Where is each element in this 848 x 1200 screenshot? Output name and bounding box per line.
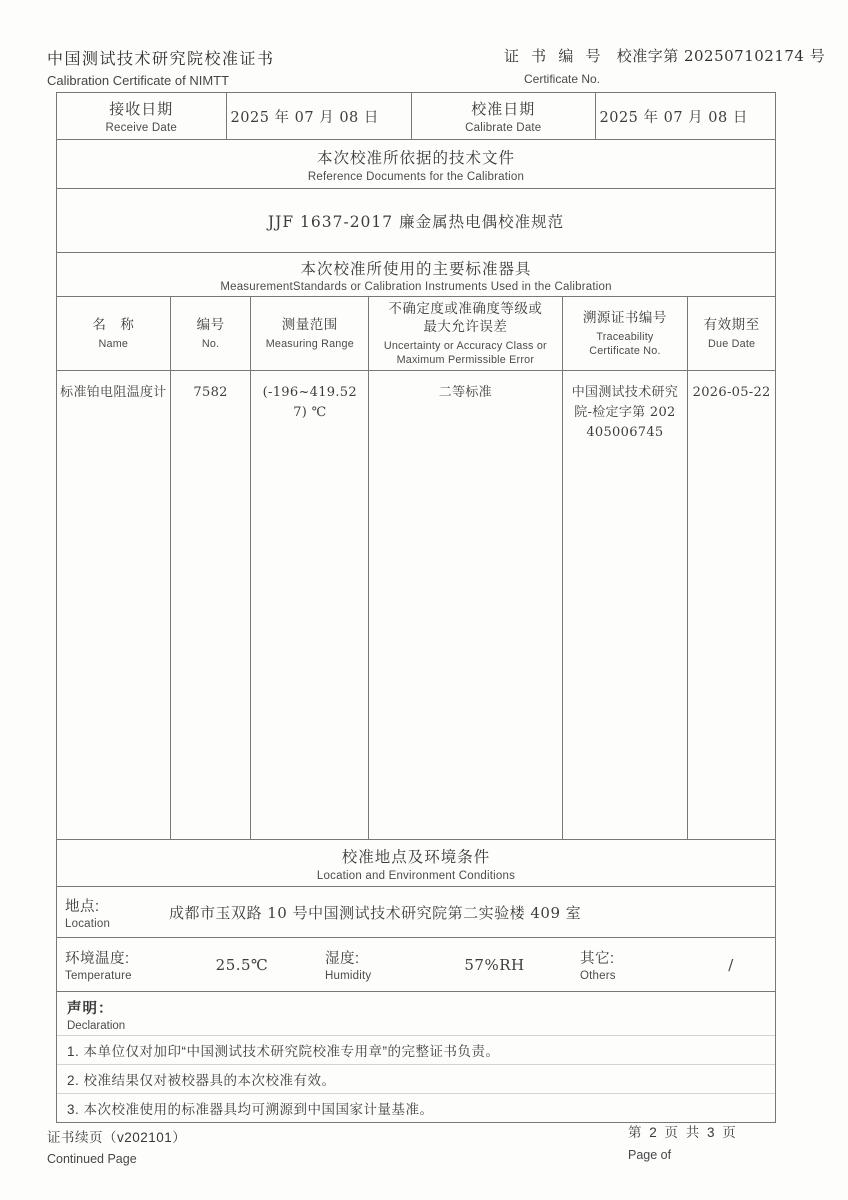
standard-traceability-cell (562, 371, 688, 839)
standard-no: 7582 (193, 385, 228, 400)
temperature-label (57, 947, 167, 982)
location-section-title-en: Location and Environment Conditions (316, 869, 516, 882)
humidity-label (317, 947, 417, 982)
reference-section-title-en: Reference Documents for the Calibration (307, 170, 525, 183)
environment-row (56, 937, 776, 992)
column-header-traceability-en: Traceability Certificate No. (589, 330, 661, 357)
standard-uncertainty: 二等标准 (438, 385, 492, 400)
humidity-label-en: Humidity (325, 970, 372, 982)
column-header-no-zh: 编号 (196, 317, 225, 333)
certificate-number-label-en: Certificate No. (524, 72, 601, 86)
column-header-no-en: No. (201, 337, 220, 350)
column-header-name-zh: 名 称 (92, 317, 135, 333)
certificate-number (504, 45, 825, 66)
standards-section-header (56, 252, 776, 297)
receive-date-label-en: Receive Date (105, 122, 177, 134)
reference-document-row (56, 188, 776, 253)
location-value: 成都市玉双路 10 号中国测试技术研究院第二实验楼 409 室 (169, 903, 582, 922)
certificate-number-label: 证 书 编 号 (504, 48, 605, 65)
temperature-label-zh: 环境温度: (65, 951, 130, 967)
others-value: / (728, 955, 734, 974)
page-title-en: Calibration Certificate of NIMTT (47, 73, 230, 88)
standard-name: 标准铂电阻温度计 (60, 385, 167, 400)
standards-data-row (56, 370, 776, 840)
others-label-zh: 其它: (580, 951, 615, 967)
humidity-label-zh: 湿度: (325, 951, 360, 967)
declaration-item-2: 2. 校准结果仅对被校器具的本次校准有效。 (57, 1064, 775, 1093)
location-label-en: Location (65, 917, 111, 930)
column-header-name-en: Name (98, 337, 129, 350)
column-header-range-en: Measuring Range (265, 337, 354, 350)
calibrate-date-value-cell (595, 93, 776, 139)
column-header-no (170, 297, 251, 370)
location-label (57, 895, 157, 930)
certificate-number-value: 校准字第 202507102174 号 (616, 47, 826, 65)
standards-section-title-zh: 本次校准所使用的主要标准器具 (300, 260, 532, 278)
calibrate-date-label-cell (411, 93, 594, 139)
receive-date-label-cell (57, 93, 226, 139)
standard-no-cell (170, 371, 251, 839)
location-section-title-cell (57, 840, 775, 886)
declaration-header (57, 992, 775, 1035)
dates-row (56, 92, 776, 140)
standard-range: (-196~419.527) ℃ (262, 385, 357, 421)
column-header-uncertainty-en: Uncertainty or Accuracy Class or Maximum Permissible Error (383, 339, 547, 366)
reference-section-title-cell (57, 140, 775, 188)
standards-column-headers (56, 296, 776, 371)
footer-page-number-zh: 第 2 页 共 3 页 (628, 1125, 738, 1140)
humidity-value: 57%RH (464, 955, 525, 974)
column-header-uncertainty-zh: 不确定度或准确度等级或最大允许误差 (388, 301, 543, 335)
column-header-traceability (562, 297, 688, 370)
calibrate-date-label-zh: 校准日期 (471, 101, 536, 118)
location-label-zh: 地点: (65, 898, 100, 915)
column-header-due-zh: 有效期至 (703, 317, 760, 333)
column-header-due (687, 297, 775, 370)
standard-due-cell (687, 371, 775, 839)
standard-traceability: 中国测试技术研究院-检定字第 202405006745 (571, 385, 679, 441)
receive-date-value: 2025 年 07 月 08 日 (230, 109, 379, 126)
declaration-item-3: 3. 本次校准使用的标准器具均可溯源到中国国家计量基准。 (57, 1093, 775, 1122)
others-label-en: Others (580, 970, 616, 982)
reference-section-title-zh: 本次校准所依据的技术文件 (316, 149, 515, 167)
standards-section-title-en: MeasurementStandards or Calibration Instruments Used in the Calibration (220, 280, 612, 293)
reference-section-header (56, 139, 776, 189)
standard-uncertainty-cell (368, 371, 561, 839)
calibrate-date-value: 2025 年 07 月 08 日 (599, 109, 748, 126)
page-title: 中国测试技术研究院校准证书 (47, 51, 275, 68)
others-label (572, 947, 687, 982)
column-header-name (57, 297, 170, 370)
standards-section-title-cell (57, 253, 775, 296)
reference-document-name: JJF 1637-2017 廉金属热电偶校准规范 (267, 212, 565, 231)
temperature-label-en: Temperature (65, 970, 132, 982)
standard-range-cell (250, 371, 368, 839)
temperature-value: 25.5℃ (215, 955, 269, 974)
receive-date-value-cell (226, 93, 411, 139)
column-header-due-en: Due Date (708, 337, 756, 350)
column-header-uncertainty (368, 297, 561, 370)
location-section-header (56, 839, 776, 887)
standard-name-cell (57, 371, 170, 839)
standard-due: 2026-05-22 (692, 385, 771, 400)
declaration-title-zh: 声明： (67, 1001, 114, 1017)
column-header-range-zh: 测量范围 (281, 317, 338, 333)
location-row (56, 886, 776, 938)
column-header-range (250, 297, 368, 370)
declaration-title-en: Declaration (67, 1020, 126, 1032)
footer-page-number-en: Page of (628, 1148, 672, 1162)
calibrate-date-label-en: Calibrate Date (465, 122, 542, 134)
receive-date-label-zh: 接收日期 (109, 101, 174, 118)
column-header-traceability-zh: 溯源证书编号 (582, 310, 667, 326)
certificate-body (56, 92, 776, 1123)
footer-continued-page-zh: 证书续页（v202101） (47, 1130, 187, 1145)
declaration-box (56, 991, 776, 1123)
footer-continued-page-en: Continued Page (47, 1152, 137, 1166)
location-section-title-zh: 校准地点及环境条件 (341, 848, 491, 866)
reference-document-cell (57, 189, 775, 252)
declaration-item-1: 1. 本单位仅对加印“中国测试技术研究院校准专用章”的完整证书负责。 (57, 1035, 775, 1064)
